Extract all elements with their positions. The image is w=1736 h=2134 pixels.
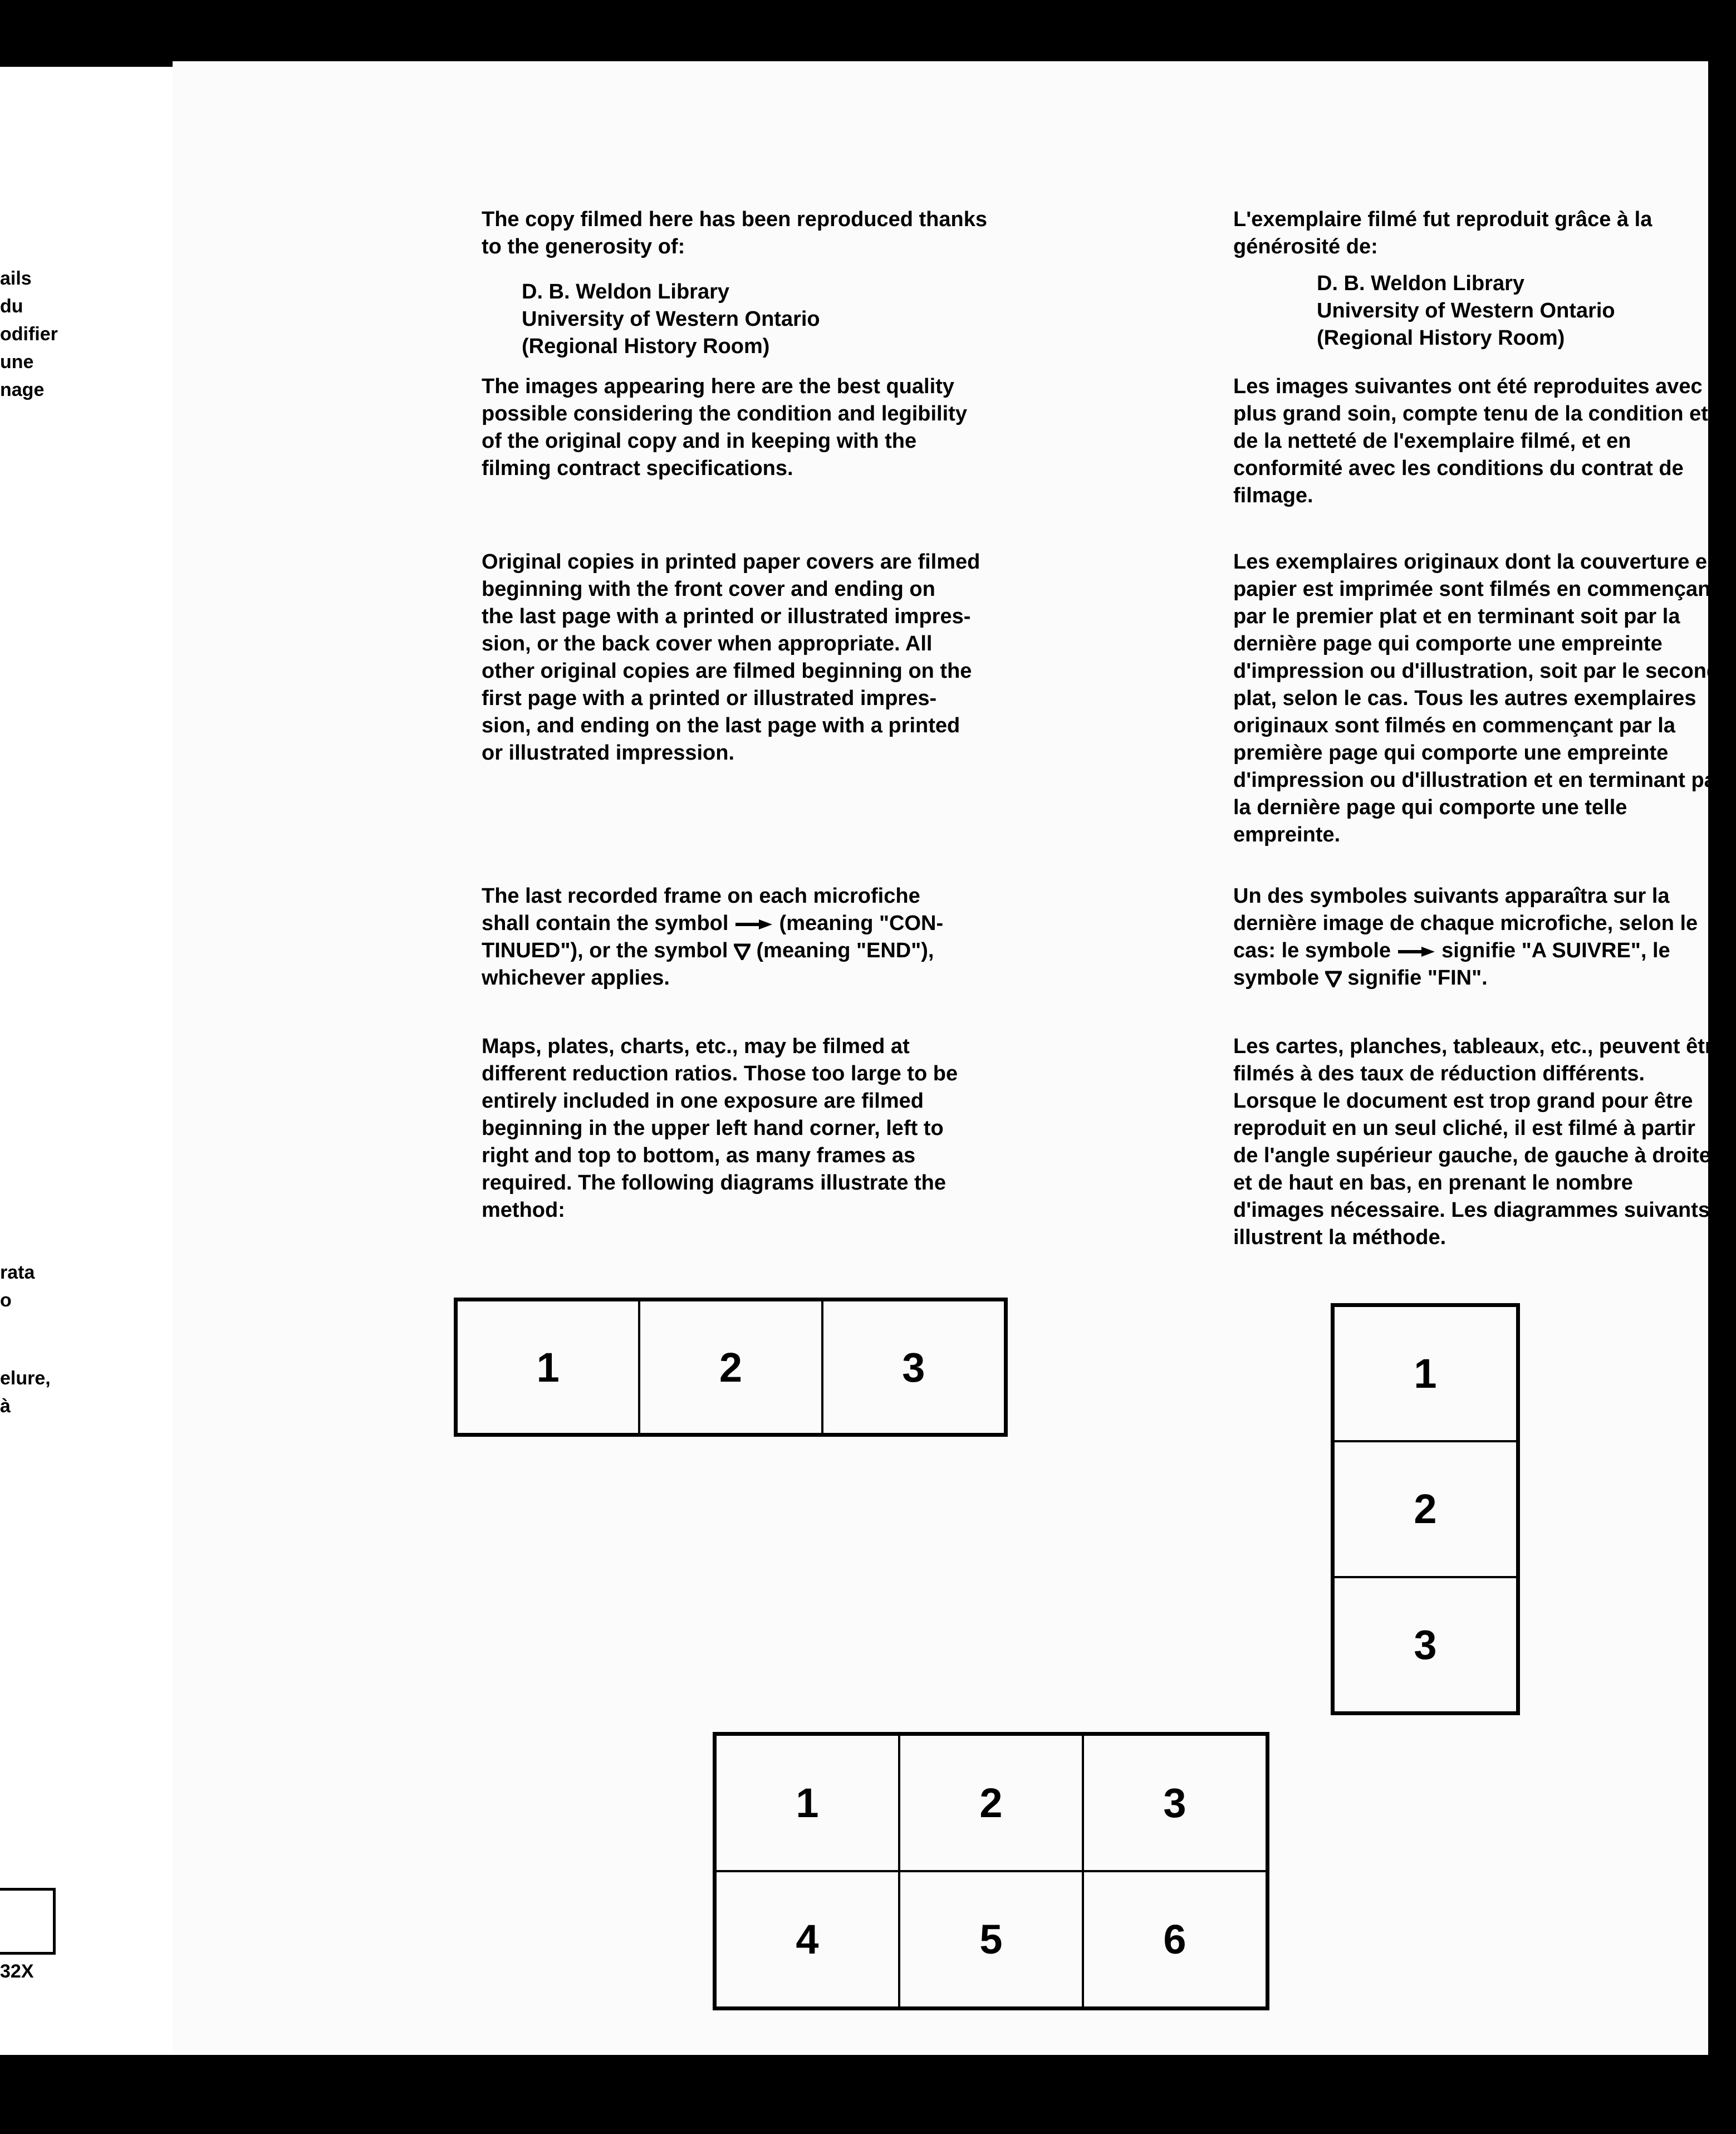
- frame-cell: 1: [457, 1300, 639, 1434]
- library-name-fr: D. B. Weldon Library University of Western Ontario (Regional History Room): [1317, 272, 1615, 350]
- fragment-text: rata: [0, 1262, 35, 1283]
- symbols-text-fr-1: Un des symboles suivants apparaîtra sur la dernière image de chaque microfiche, selon le cas: le symbole: [1233, 884, 1698, 962]
- fragment-text: une: [0, 351, 34, 373]
- symbols-text-fr-2: signifie "A SUIVRE", le symbole: [1233, 939, 1670, 990]
- quality-paragraph-fr: Les images suivantes ont été reproduites avec le plus grand soin, compte tenu de la condition et de la netteté de l'exemplaire filmé, et en conformité avec les conditions du contrat de filmage.: [1233, 375, 1726, 507]
- acknowledgement-text: The copy filmed here has been reproduced thanks to the generosity of:: [482, 208, 988, 258]
- arrow-right-icon: [1397, 946, 1436, 957]
- frame-cell: 5: [899, 1871, 1083, 2008]
- covers-paragraph: Original copies in printed paper covers are filmed beginning with the front cover and ending on the last page with a printed or illustrated impres- sion, or the back cover when appropriate. All other original copies are filmed beginning on the first page with a printed or illustrated impres- sion, and ending on the last page with a printed or illustrated impression.: [482, 550, 980, 765]
- library-name: D. B. Weldon Library University of Western Ontario (Regional History Room): [522, 280, 820, 358]
- frame-cell: 2: [899, 1735, 1083, 1871]
- acknowledgement-text-fr: L'exemplaire filmé fut reproduit grâce à la générosité de:: [1233, 208, 1652, 258]
- frame-cell: 2: [1333, 1441, 1517, 1577]
- frame-cell: 1: [1333, 1306, 1517, 1441]
- symbols-text-3: (meaning "END"), whichever applies.: [482, 939, 934, 990]
- covers-paragraph-fr: Les exemplaires originaux dont la couverture en papier est imprimée sont filmés en commençant par le premier plat et en terminant soit par la dernière page qui comporte une empreinte d'impression ou d'illustration, soit par le second plat, selon le cas. Tous les autres exemplaires originaux sont filmés en commençant par la première page qui comporte une empreinte d'impression ou d'illustration et en terminant par la dernière page qui comporte une telle empreinte.: [1233, 550, 1724, 846]
- fragment-text: ails: [0, 268, 32, 289]
- triangle-down-icon: [734, 943, 751, 960]
- maps-paragraph: Maps, plates, charts, etc., may be filmed at different reduction ratios. Those too large to be entirely included in one exposure are filmed beginning in the upper left hand corner, left to right and top to bottom, as many frames as required. The following diagrams illustrate the method:: [482, 1035, 958, 1222]
- fragment-text: à: [0, 1396, 11, 1417]
- fragment-text: odifier: [0, 324, 58, 345]
- frame-cell: 6: [1083, 1871, 1267, 2008]
- microfiche-notice-page: [173, 61, 1726, 2055]
- frame-cell: 3: [1333, 1577, 1517, 1712]
- frame-cell: 4: [715, 1871, 899, 2008]
- resolution-target-box: [0, 1888, 56, 1955]
- frame-cell: 3: [1083, 1735, 1267, 1871]
- diagram-vertical: [1331, 1303, 1520, 1715]
- fragment-text: du: [0, 296, 23, 317]
- frame-cell: 3: [822, 1300, 1005, 1434]
- fragment-text: o: [0, 1290, 12, 1311]
- symbols-paragraph: [482, 883, 1111, 992]
- ratio-label: 32X: [0, 1961, 34, 1982]
- maps-paragraph-fr: Les cartes, planches, tableaux, etc., peuvent être filmés à des taux de réduction différents. Lorsque le document est trop grand pour être reproduit en un seul cliché, il est filmé à partir de l'angle supérieur gauche, de gauche à droite, et de haut en bas, en prenant le nombre d'images nécessaire. Les diagrammes suivants illustrent la méthode.: [1233, 1035, 1725, 1249]
- symbols-paragraph-fr: [1233, 883, 1736, 992]
- arrow-right-icon: [734, 919, 773, 930]
- diagram-grid: [713, 1732, 1269, 2010]
- fragment-text: nage: [0, 379, 45, 400]
- symbols-text-2: (meaning "CON- TINUED"), or the symbol: [482, 912, 944, 962]
- symbols-text-fr-3: signifie "FIN".: [1341, 966, 1488, 990]
- diagram-horizontal: [454, 1298, 1008, 1437]
- adjacent-page-fragment: [0, 67, 173, 2055]
- frame-cell: 2: [639, 1300, 822, 1434]
- frame-cell: 1: [715, 1735, 899, 1871]
- fragment-text: elure,: [0, 1368, 51, 1389]
- symbols-text-1: The last recorded frame on each microfiche shall contain the symbol: [482, 884, 920, 935]
- triangle-down-icon: [1325, 971, 1342, 987]
- quality-paragraph: The images appearing here are the best quality possible considering the condition and legibility of the original copy and in keeping with the filming contract specifications.: [482, 375, 967, 480]
